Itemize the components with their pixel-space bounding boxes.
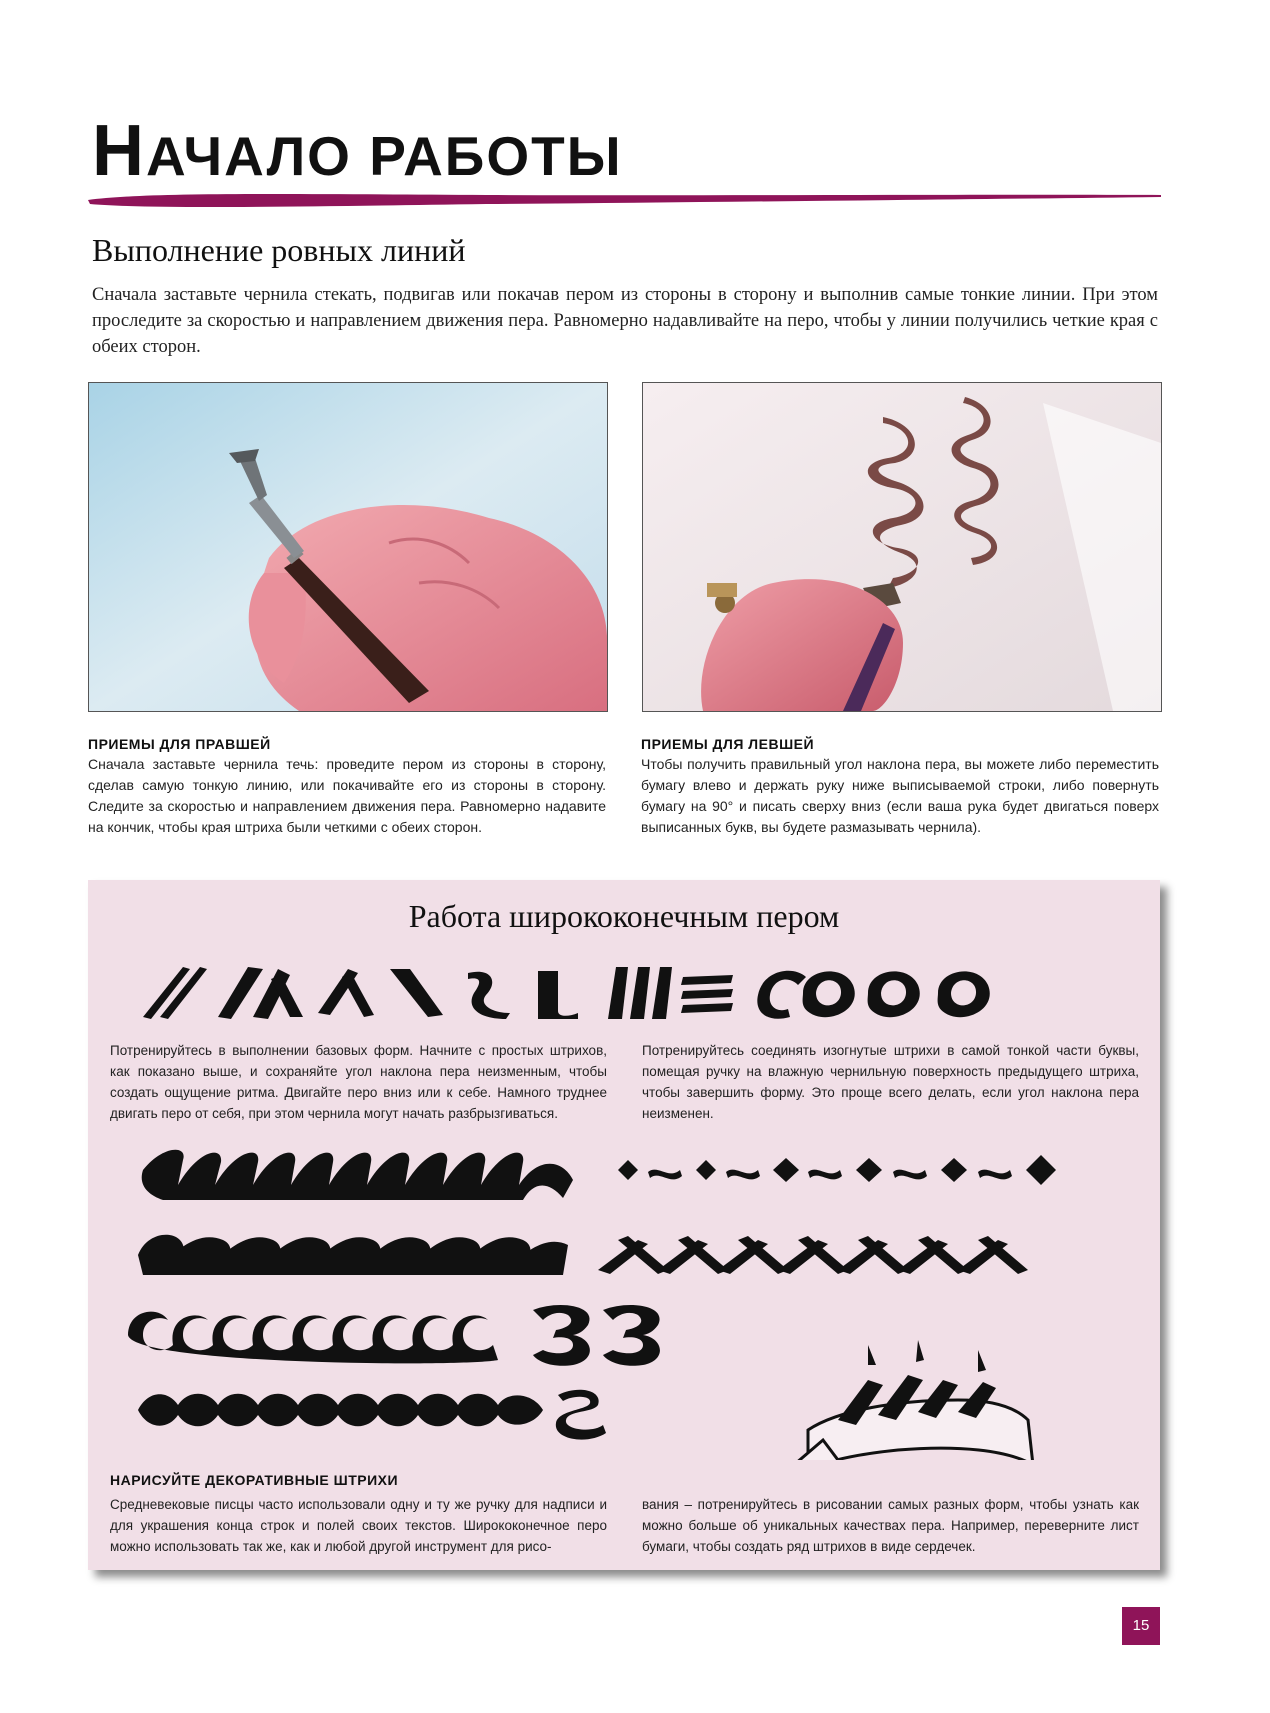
decorative-heading: НАРИСУЙТЕ ДЕКОРАТИВНЫЕ ШТРИХИ xyxy=(110,1472,399,1488)
right-hand-caption-text: Сначала заставьте чернила течь: проведите пером из стороны в сторону, сделав самую тонкую линию, или покачивайте его из стороны в сторону. Следите за скоростью и направлением движения пера. Равномерно надавите на кончик, чтобы края штриха были четкими с обеих сторон. xyxy=(88,756,606,835)
right-hand-pen-photo xyxy=(88,382,608,712)
broad-nib-panel xyxy=(88,880,1160,1570)
intro-paragraph: Сначала заставьте чернила стекать, подвигав или покачав пером из стороны в сторону и выполнив самые тонкие линии. При этом проследите за скоростью и направлением движения пера. Равномерно надавливайте на перо, чтобы у линии получились четкие края с обеих сторон. xyxy=(92,285,1158,357)
brush-underline xyxy=(86,186,1161,216)
section-subtitle: Выполнение ровных линий xyxy=(92,232,466,268)
left-hand-caption-heading: ПРИЕМЫ ДЛЯ ЛЕВШЕЙ xyxy=(641,736,815,752)
left-hand-pen-photo xyxy=(642,382,1162,712)
left-hand-caption-text: Чтобы получить правильный угол наклона пера, вы можете либо переместить бумагу влево и держать руку ниже выписываемой строки, либо повернуть бумагу на 90° и писать сверху вниз (если ваша рука будет двигаться поверх выписанных букв, вы будете размазывать чернила). xyxy=(641,756,1159,835)
right-hand-caption xyxy=(88,736,606,838)
basic-strokes-illustration xyxy=(138,955,1138,1025)
decorative-patterns-illustration xyxy=(128,1130,1128,1460)
decorative-text-left: Средневековые писцы часто использовали одну и ту же ручку для надписи и для украшения конца строк и полей своих текстов. Ширококонечное перо можно использовать так же, как и любой другой инструмент для рисо- xyxy=(110,1497,607,1554)
page-number: 15 xyxy=(1122,1607,1160,1645)
right-hand-caption-heading: ПРИЕМЫ ДЛЯ ПРАВШЕЙ xyxy=(88,736,271,752)
joining-strokes-text: Потренируйтесь соединять изогнутые штрихи в самой тонкой части буквы, помещая ручку на влажную чернильную поверхность предыдущего штриха, чтобы завершить форму. Это проще всего делать, если угол наклона пера неизменен. xyxy=(642,1043,1139,1121)
panel-title: Работа ширококонечным пером xyxy=(408,898,840,934)
left-hand-caption xyxy=(641,736,1159,838)
decorative-text-right: вания – потренируйтесь в рисовании самых разных форм, чтобы узнать как можно больше об уникальных качествах пера. Например, переверните лист бумаги, чтобы создать ряд штрихов в виде сердечек. xyxy=(642,1497,1139,1554)
page-title: НАЧАЛО РАБОТЫ xyxy=(92,111,623,191)
basic-forms-text: Потренируйтесь в выполнении базовых форм. Начните с простых штрихов, как показано выше, и сохраняйте угол наклона пера неизменным, чтобы создать ощущение ритма. Двигайте перо вниз или к себе. Намного труднее двигать перо от себя, при этом чернила могут начать разбрызгиваться. xyxy=(110,1043,607,1121)
